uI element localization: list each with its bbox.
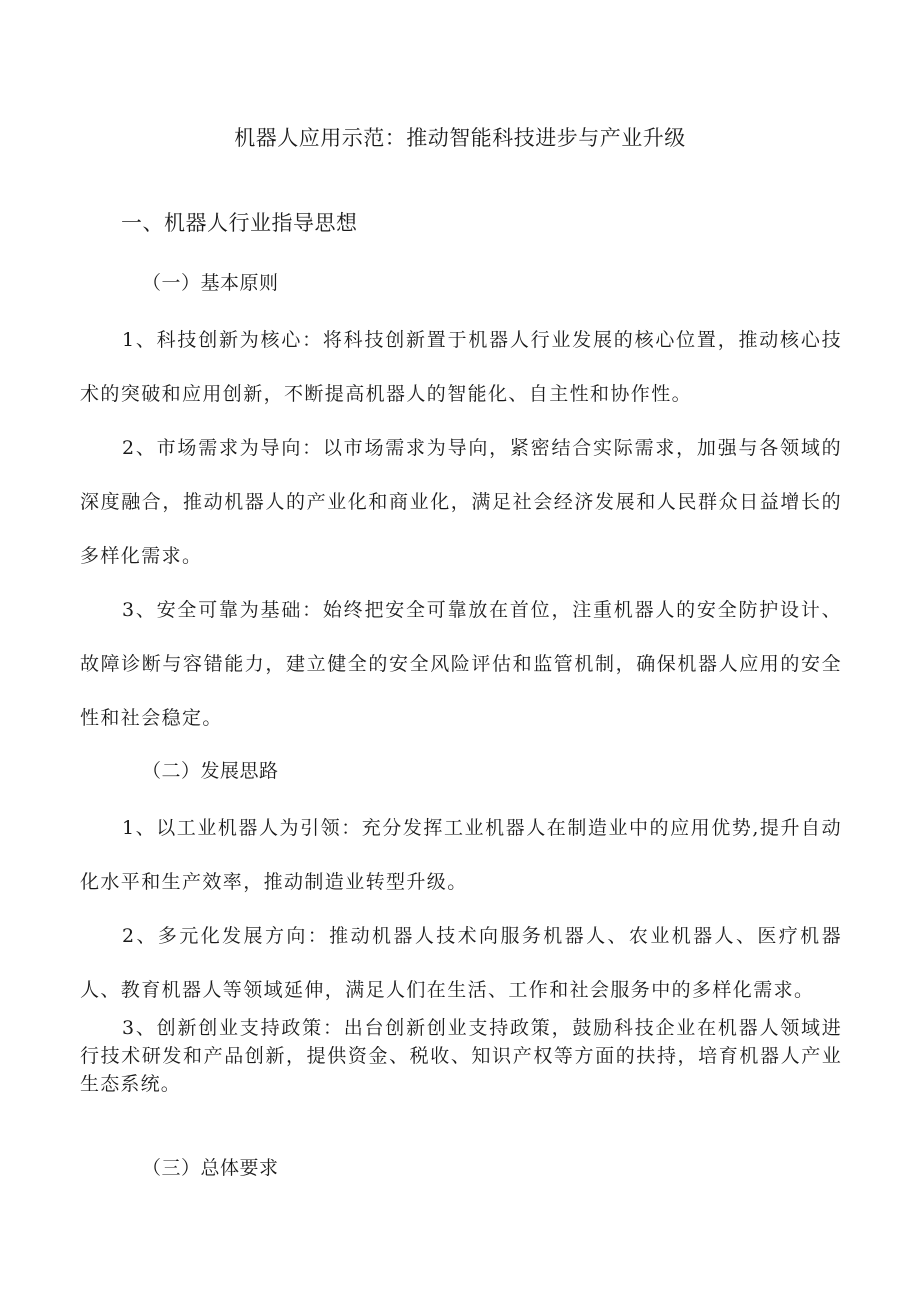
paragraph-idea-1: 1、以工业机器人为引领：充分发挥工业机器人在制造业中的应用优势,提升自动化水平和生产效率，推动制造业转型升级。 [80, 817, 842, 893]
subsection-heading-overall-requirements: （三）总体要求 [142, 1157, 279, 1179]
subsection-heading-basic-principles: （一）基本原则 [142, 272, 279, 294]
section-heading-guiding-ideology: 一、机器人行业指导思想 [121, 211, 358, 235]
subsection-heading-development-ideas: （二）发展思路 [142, 760, 279, 782]
paragraph-idea-3: 3、创新创业支持政策：出台创新创业支持政策，鼓励科技企业在机器人领域进行技术研发和产品创新，提供资金、税收、知识产权等方面的扶持，培育机器人产业生态系统。 [80, 1017, 842, 1095]
paragraph-principle-1: 1、科技创新为核心：将科技创新置于机器人行业发展的核心位置，推动核心技术的突破和应用创新，不断提高机器人的智能化、自主性和协作性。 [80, 329, 842, 405]
paragraph-idea-2: 2、多元化发展方向：推动机器人技术向服务机器人、农业机器人、医疗机器人、教育机器人等领域延伸，满足人们在生活、工作和社会服务中的多样化需求。 [80, 925, 842, 1001]
paragraph-principle-2: 2、市场需求为导向：以市场需求为导向，紧密结合实际需求，加强与各领域的深度融合，推动机器人的产业化和商业化，满足社会经济发展和人民群众日益增长的多样化需求。 [80, 437, 842, 567]
paragraph-principle-3: 3、安全可靠为基础：始终把安全可靠放在首位，注重机器人的安全防护设计、故障诊断与容错能力，建立健全的安全风险评估和监管机制，确保机器人应用的安全性和社会稳定。 [80, 599, 842, 729]
document-title: 机器人应用示范：推动智能科技进步与产业升级 [234, 126, 686, 150]
